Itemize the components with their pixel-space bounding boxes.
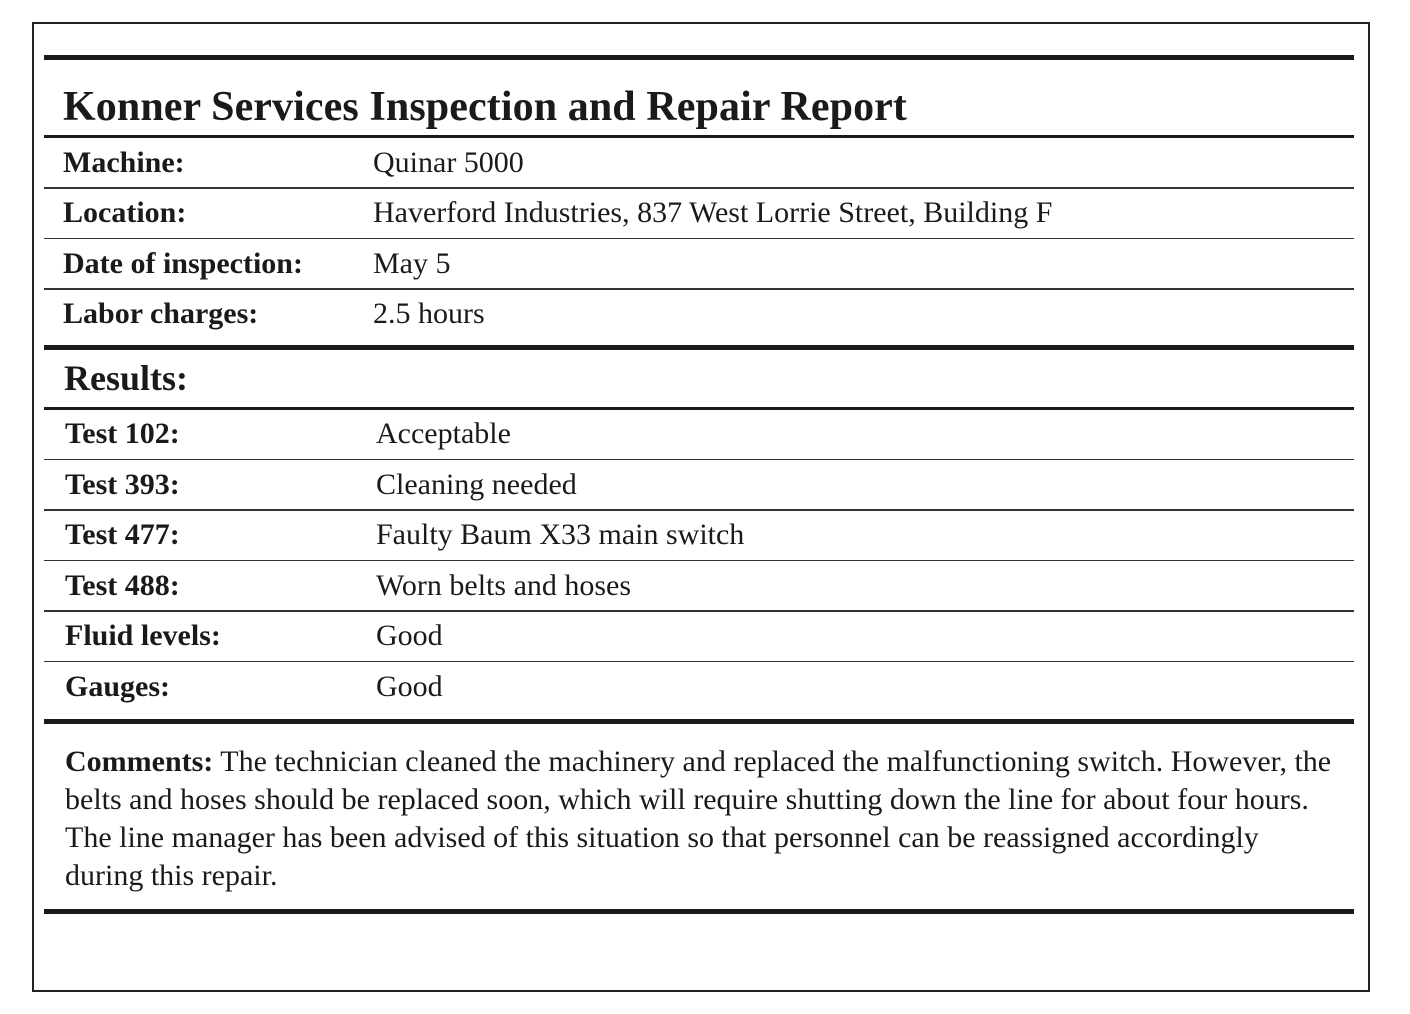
bottom-rule: [44, 909, 1354, 914]
result-value: Worn belts and hoses: [376, 568, 632, 602]
result-row-test-393: [44, 460, 1354, 509]
result-row-gauges: [44, 662, 1354, 711]
result-label: Gauges:: [65, 669, 170, 703]
result-value: Acceptable: [376, 417, 511, 450]
detail-label: Date of inspection:: [63, 246, 303, 280]
result-label: Test 477:: [65, 518, 180, 551]
detail-label: Machine:: [63, 145, 185, 179]
detail-value: May 5: [373, 246, 451, 280]
result-row-test-477: [44, 511, 1354, 560]
result-row-test-102: [44, 410, 1354, 459]
result-label: Fluid levels:: [65, 619, 221, 652]
result-label: Test 488:: [65, 568, 180, 602]
detail-value: Haverford Industries, 837 West Lorrie Street, Building F: [373, 196, 1053, 229]
result-label: Test 393:: [65, 467, 180, 501]
detail-label: Labor charges:: [63, 297, 259, 330]
detail-row-machine: [44, 138, 1354, 187]
result-value: Cleaning needed: [376, 467, 577, 501]
comments-label: Comments:: [65, 745, 214, 778]
detail-value: Quinar 5000: [373, 145, 524, 179]
detail-row-labor: [44, 290, 1354, 339]
results-table: [44, 410, 1354, 712]
result-value: Good: [376, 669, 443, 703]
result-value: Good: [376, 619, 443, 652]
result-row-test-488: [44, 561, 1354, 610]
detail-row-location: [44, 189, 1354, 238]
detail-value: 2.5 hours: [373, 297, 485, 330]
results-heading: Results:: [64, 358, 188, 398]
details-table: [44, 138, 1354, 339]
detail-row-date: [44, 239, 1354, 288]
report-title: Konner Services Inspection and Repair Report: [63, 84, 908, 130]
comments-block: [44, 724, 1354, 909]
report: [44, 55, 1354, 914]
result-value: Faulty Baum X33 main switch: [376, 518, 745, 551]
comments-text: The technician cleaned the machinery and replaced the malfunctioning switch. However, the belts and hoses should be replaced soon, which will require shutting down the line for about four hours. The line manager has been advised of this situation so that personnel can be reassigned accordingly during this repair.: [65, 745, 1332, 892]
result-label: Test 102:: [65, 417, 180, 450]
detail-label: Location:: [63, 196, 187, 229]
result-row-fluid-levels: [44, 612, 1354, 661]
